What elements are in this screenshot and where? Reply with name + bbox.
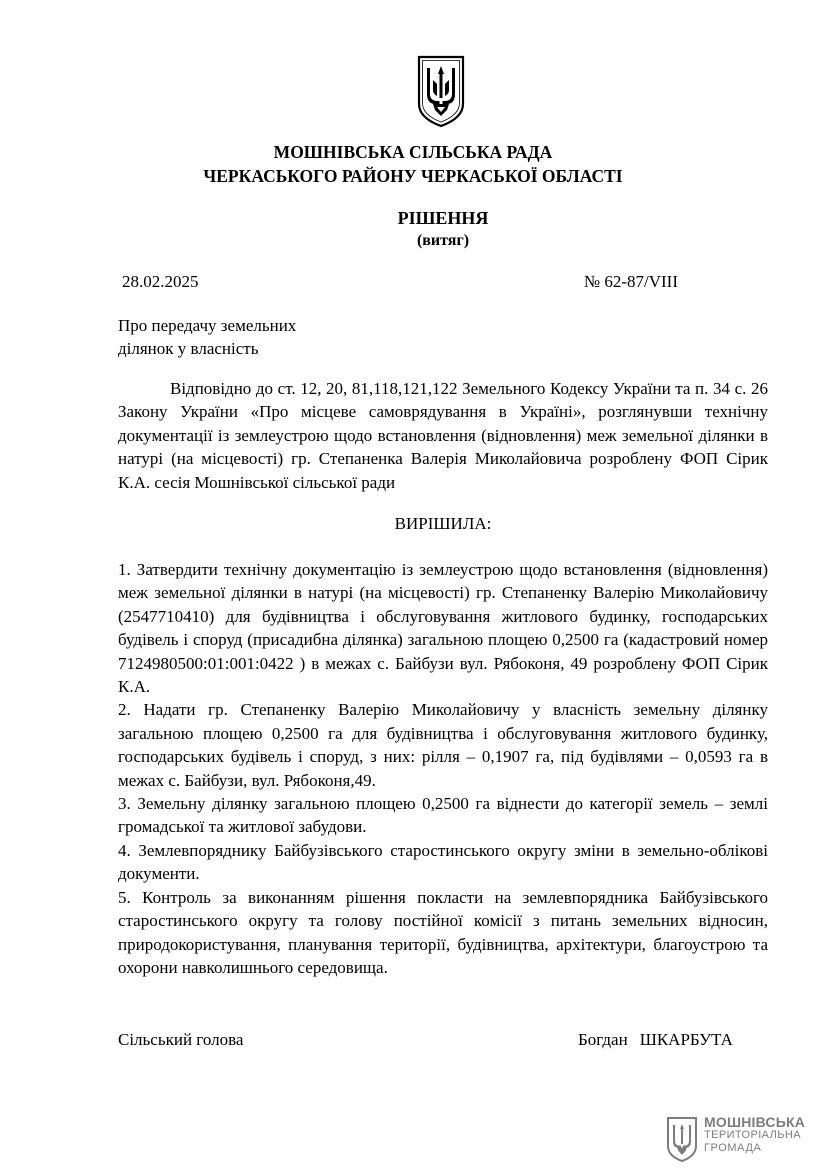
signatory-name: [578, 1028, 733, 1052]
council-name: МОШНІВСЬКА СІЛЬСЬКА РАДА: [273, 142, 553, 162]
preamble-paragraph: Відповідно до ст. 12, 20, 81,118,121,122 Земельного Кодексу України та п. 34 с. 26 Закону України «Про місцеве самоврядування в Україні», розглянувши технічну документації із землеустрою щодо встановлення (відновлення) меж земельної ділянки в натурі (на місцевості) гр. Степаненка Валерія Миколайовича розроблену ФОП Сірик К.А. сесія Мошнівської сільської ради: [118, 379, 768, 492]
subject-line-2: ділянок у власність: [118, 339, 259, 358]
logo-line-1: МОШНІВСЬКА: [704, 1114, 806, 1130]
trident-coat-of-arms-icon: [416, 54, 466, 128]
decision-point-2: 2. Надати гр. Степаненку Валерію Миколайовичу у власність земельну ділянку загальною площею 0,2500 га для будівництва і обслуговування житлового будинку, господарських будівель і споруд, з них: рілля – 0,1907 га, під будівлями – 0,0593 га в межах с. Байбузи, вул. Рябоконя,49.: [118, 700, 768, 790]
signatory-first-name: Богдан: [578, 1030, 628, 1049]
decision-points: [118, 558, 768, 979]
decision-point-3: 3. Земельну ділянку загальною площею 0,2500 га віднести до категорії земель – землі громадської та житлової забудови.: [118, 794, 768, 837]
signatory-position: Сільський голова: [118, 1030, 244, 1049]
decision-point-1: 1. Затвердити технічну документацію із землеустрою щодо встановлення (відновлення) меж земельної ділянки в натурі (на місцевості) гр. Степаненку Валерію Миколайовичу (2547710410) для будівництва і обслуговування житлового будинку, господарських будівель і споруд (присадибна ділянка) загальною площею 0,2500 га (кадастровий номер 7124980500:01:001:0422 ) в межах с. Байбузи вул. Рябоконя, 49 розроблену ФОП Сірик К.А.: [118, 560, 768, 697]
decision-point-5: 5. Контроль за виконанням рішення покласти на землевпорядника Байбузівського старостинського округу та голову постійної комісії з питань земельних відносин, природокористування, планування території, будівництва, архітектури, благоустрою та охорони навколишнього середовища.: [118, 887, 768, 977]
decision-point-4: 4. Землевпоряднику Байбузівського старостинського округу зміни в земельно-облікові документи.: [118, 840, 768, 884]
document-title: РІШЕННЯ: [397, 208, 489, 228]
council-region: ЧЕРКАСЬКОГО РАЙОНУ ЧЕРКАСЬКОЇ ОБЛАСТІ: [203, 166, 623, 186]
document-number: № 62-87/VIII: [583, 272, 678, 291]
trident-shield-icon: [666, 1116, 698, 1162]
community-logo: [666, 1116, 816, 1162]
logo-line-3: ГРОМАДА: [704, 1142, 762, 1154]
document-date: 28.02.2025: [122, 272, 199, 291]
subject-line-1: Про передачу земельних: [118, 316, 297, 335]
document-subject: [118, 314, 438, 360]
document-subtitle: (витяг): [416, 232, 470, 249]
signatory-last-name: ШКАРБУТА: [639, 1030, 733, 1049]
logo-text: [704, 1116, 805, 1155]
logo-line-2: ТЕРИТОРІАЛЬНА: [704, 1129, 801, 1141]
resolved-heading: ВИРІШИЛА:: [394, 514, 492, 533]
